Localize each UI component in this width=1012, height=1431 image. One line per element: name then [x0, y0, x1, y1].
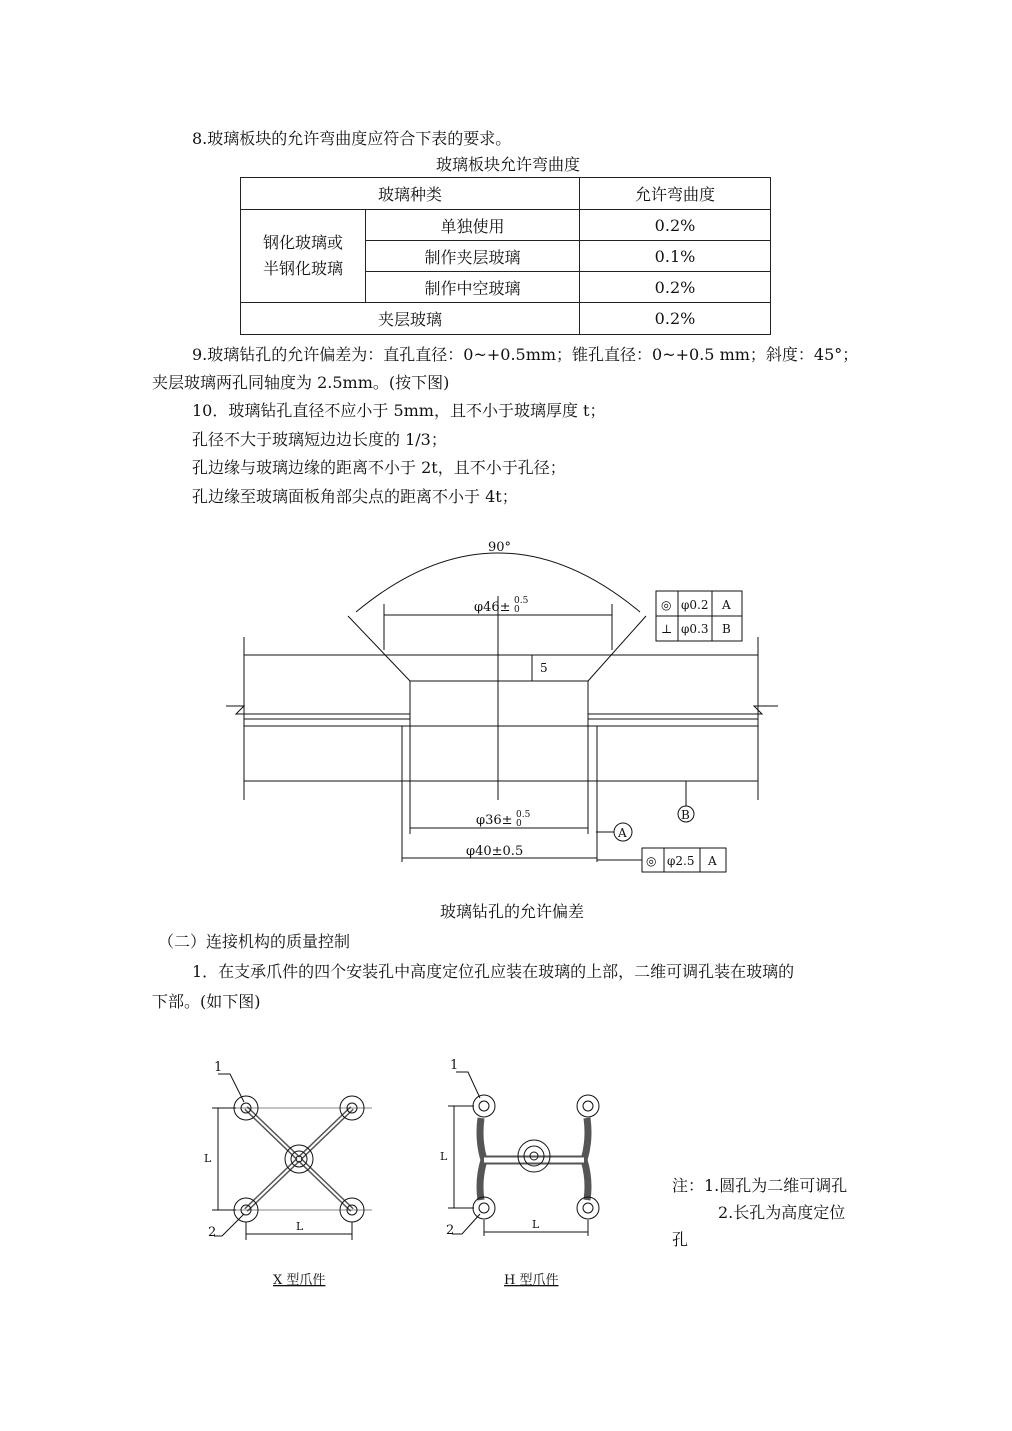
row-type: 制作中空玻璃: [366, 272, 580, 303]
item-10-line2: 孔径不大于玻璃短边边长度的 1/3；: [192, 430, 447, 449]
x-label-1: 1: [214, 1060, 223, 1075]
row-value: 0.2%: [580, 272, 771, 303]
section2-title: （二）连接机构的质量控制: [158, 932, 351, 951]
x-dim-L-v: L: [204, 1152, 212, 1165]
item-9-line1: 9.玻璃钻孔的允许偏差为：直孔直径：0~+0.5mm；锥孔直径：0~+0.5 mm；斜度：45°；: [192, 345, 859, 364]
frame3-symbol: ◎: [646, 854, 657, 868]
frame3-value: φ2.5: [667, 854, 695, 868]
dim-mid-sub: 0: [516, 819, 522, 829]
dim-top-label: φ46±: [474, 600, 511, 615]
datum-a-label: A: [618, 826, 627, 840]
frame1-value: φ0.2: [681, 598, 709, 612]
h-hole-bottom-right: [577, 1197, 599, 1219]
drawing1-caption: 玻璃钻孔的允许偏差: [440, 902, 585, 921]
h-hole-top-right: [577, 1095, 599, 1117]
dim-top-sup: 0.5: [514, 596, 529, 606]
group-label-line2: 半钢化玻璃: [262, 259, 343, 278]
row-value: 0.2%: [580, 303, 771, 335]
datum-b-label: B: [681, 808, 690, 822]
row-type: 夹层玻璃: [241, 303, 580, 335]
h-claw: [440, 1058, 599, 1238]
dim-mid-label: φ36±: [476, 813, 513, 828]
x-claw: [204, 1060, 372, 1240]
h-label-1: 1: [450, 1058, 459, 1073]
depth-label: 5: [540, 661, 548, 675]
item-10-line3: 孔边缘与玻璃边缘的距离不小于 2t，且不小于孔径；: [192, 458, 566, 477]
frame1-symbol: ◎: [661, 598, 672, 612]
x-claw-caption: X 型爪件: [273, 1273, 326, 1288]
row-value: 0.2%: [580, 210, 771, 241]
row-value: 0.1%: [580, 241, 771, 272]
h-label-2: 2: [446, 1223, 455, 1238]
group-label-line1: 钢化玻璃或: [262, 233, 343, 252]
dim-mid-sup: 0.5: [516, 810, 531, 820]
item-10-line1: 10．玻璃钻孔直径不应小于 5mm，且不小于玻璃厚度 t；: [192, 401, 606, 420]
note-line1: 注：1.圆孔为二维可调孔: [672, 1176, 848, 1195]
dim-bottom-label: φ40±0.5: [466, 844, 524, 859]
frame2-datum: B: [722, 622, 731, 636]
table-caption: 玻璃板块允许弯曲度: [436, 155, 581, 174]
item-10-line4: 孔边缘至玻璃面板角部尖点的距离不小于 4t；: [192, 487, 518, 506]
note-line3: 孔: [672, 1230, 689, 1249]
h-hole-bottom-left: [473, 1197, 495, 1219]
item-1-line2: 下部。(如下图): [152, 992, 261, 1011]
frame2-value: φ0.3: [681, 622, 709, 636]
frame1-datum: A: [722, 598, 731, 612]
h-hole-top-left: [473, 1095, 495, 1117]
note-line2: 2.长孔为高度定位: [718, 1203, 846, 1222]
h-claw-caption: H 型爪件: [504, 1273, 559, 1288]
x-label-2: 2: [208, 1225, 217, 1240]
frame3-datum: A: [708, 854, 717, 868]
angle-label: 90°: [488, 540, 512, 555]
header-glass-type: 玻璃种类: [241, 178, 580, 210]
h-dim-L-v: L: [440, 1150, 448, 1163]
row-type: 单独使用: [366, 210, 580, 241]
row-type: 制作夹层玻璃: [366, 241, 580, 272]
item-8-text: 8.玻璃板块的允许弯曲度应符合下表的要求。: [192, 129, 512, 148]
x-dim-L-h: L: [296, 1220, 304, 1233]
frame2-symbol: ⊥: [661, 622, 673, 636]
dim-top-sub: 0: [514, 605, 520, 615]
item-1-line1: 1．在支承爪件的四个安装孔中高度定位孔应装在玻璃的上部，二维可调孔装在玻璃的: [192, 962, 795, 981]
header-bending: 允许弯曲度: [580, 178, 771, 210]
h-dim-L-h: L: [532, 1218, 540, 1231]
item-9-line2: 夹层玻璃两孔同轴度为 2.5mm。(按下图): [152, 373, 450, 392]
